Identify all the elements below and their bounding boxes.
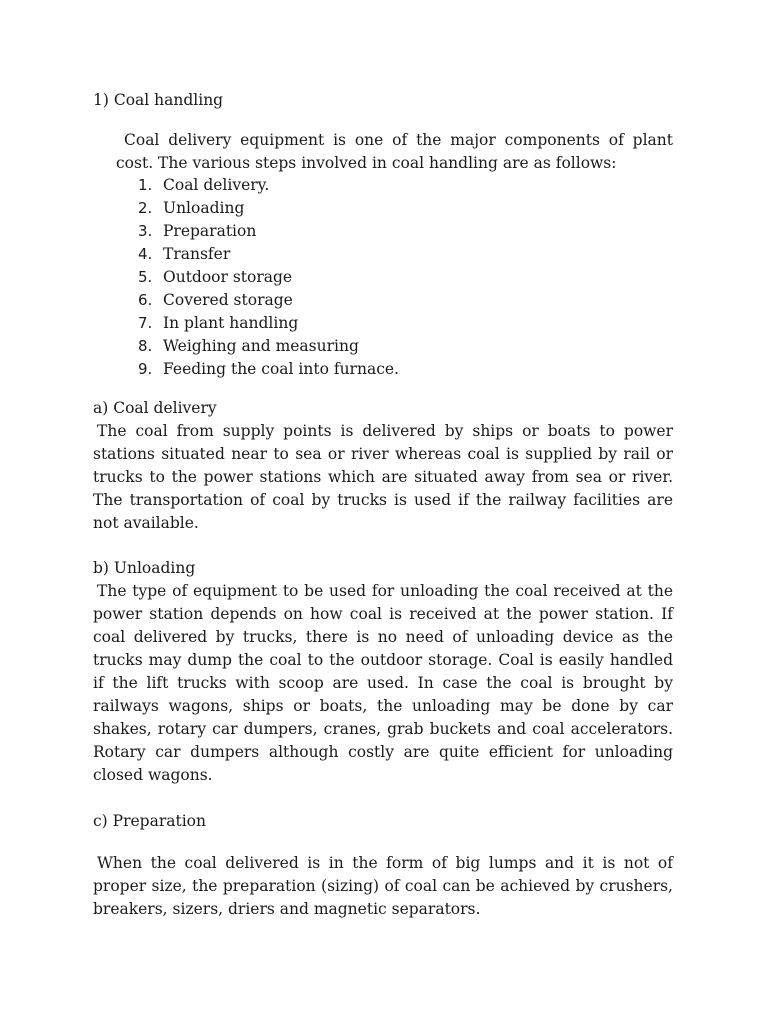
list-item-label: In plant handling	[163, 314, 299, 332]
list-item-label: Covered storage	[163, 291, 293, 309]
preparation-paragraph: When the coal delivered is in the form of big lumps and it is not of proper size, the preparation (sizing) of coal can be achieved by crushers, breakers, sizers, driers and magnetic separators.	[93, 854, 673, 918]
list-item-number: 1.	[138, 176, 153, 194]
list-item-label: Unloading	[163, 199, 245, 217]
list-item-label: Preparation	[163, 222, 257, 240]
list-item-number: 8.	[138, 337, 153, 355]
list-item-number: 5.	[138, 268, 153, 286]
list-item-number: 6.	[138, 291, 153, 309]
coal-delivery-paragraph: The coal from supply points is delivered by ships or boats to power stations situated near to sea or river whereas coal is supplied by rail or trucks to the power stations which are situated away from sea or river. The transportation of coal by trucks is used if the railway facilities are not available.	[93, 422, 673, 532]
list-item	[138, 197, 399, 220]
list-item-label: Coal delivery.	[163, 176, 270, 194]
list-item	[138, 335, 399, 358]
subsection-heading-unloading: b) Unloading	[93, 559, 196, 577]
list-item-number: 4.	[138, 245, 153, 263]
list-item	[138, 266, 399, 289]
list-item	[138, 220, 399, 243]
intro-paragraph: Coal delivery equipment is one of the major components of plant cost. The various steps involved in coal handling are as follows:	[116, 131, 673, 172]
list-item-label: Weighing and measuring	[163, 337, 359, 355]
list-item	[138, 243, 399, 266]
list-item-label: Outdoor storage	[163, 268, 293, 286]
section-heading-coal-handling: 1) Coal handling	[93, 91, 224, 109]
subsection-heading-coal-delivery: a) Coal delivery	[93, 399, 217, 417]
list-item-number: 3.	[138, 222, 153, 240]
coal-handling-steps-list	[138, 174, 399, 381]
list-item	[138, 174, 399, 197]
list-item-number: 9.	[138, 360, 153, 378]
unloading-paragraph: The type of equipment to be used for unloading the coal received at the power station depends on how coal is received at the power station. If coal delivered by trucks, there is no need of unloading device as the trucks may dump the coal to the outdoor storage. Coal is easily handled if the lift trucks with scoop are used. In case the coal is brought by railways wagons, ships or boats, the unloading may be done by car shakes, rotary car dumpers, cranes, grab buckets and coal accelerators. Rotary car dumpers although costly are quite efficient for unloading closed wagons.	[93, 582, 673, 784]
list-item	[138, 289, 399, 312]
list-item-label: Feeding the coal into furnace.	[163, 360, 399, 378]
list-item-label: Transfer	[163, 245, 231, 263]
list-item-number: 2.	[138, 199, 153, 217]
list-item	[138, 312, 399, 335]
subsection-heading-preparation: c) Preparation	[93, 812, 206, 830]
list-item-number: 7.	[138, 314, 153, 332]
list-item	[138, 358, 399, 381]
